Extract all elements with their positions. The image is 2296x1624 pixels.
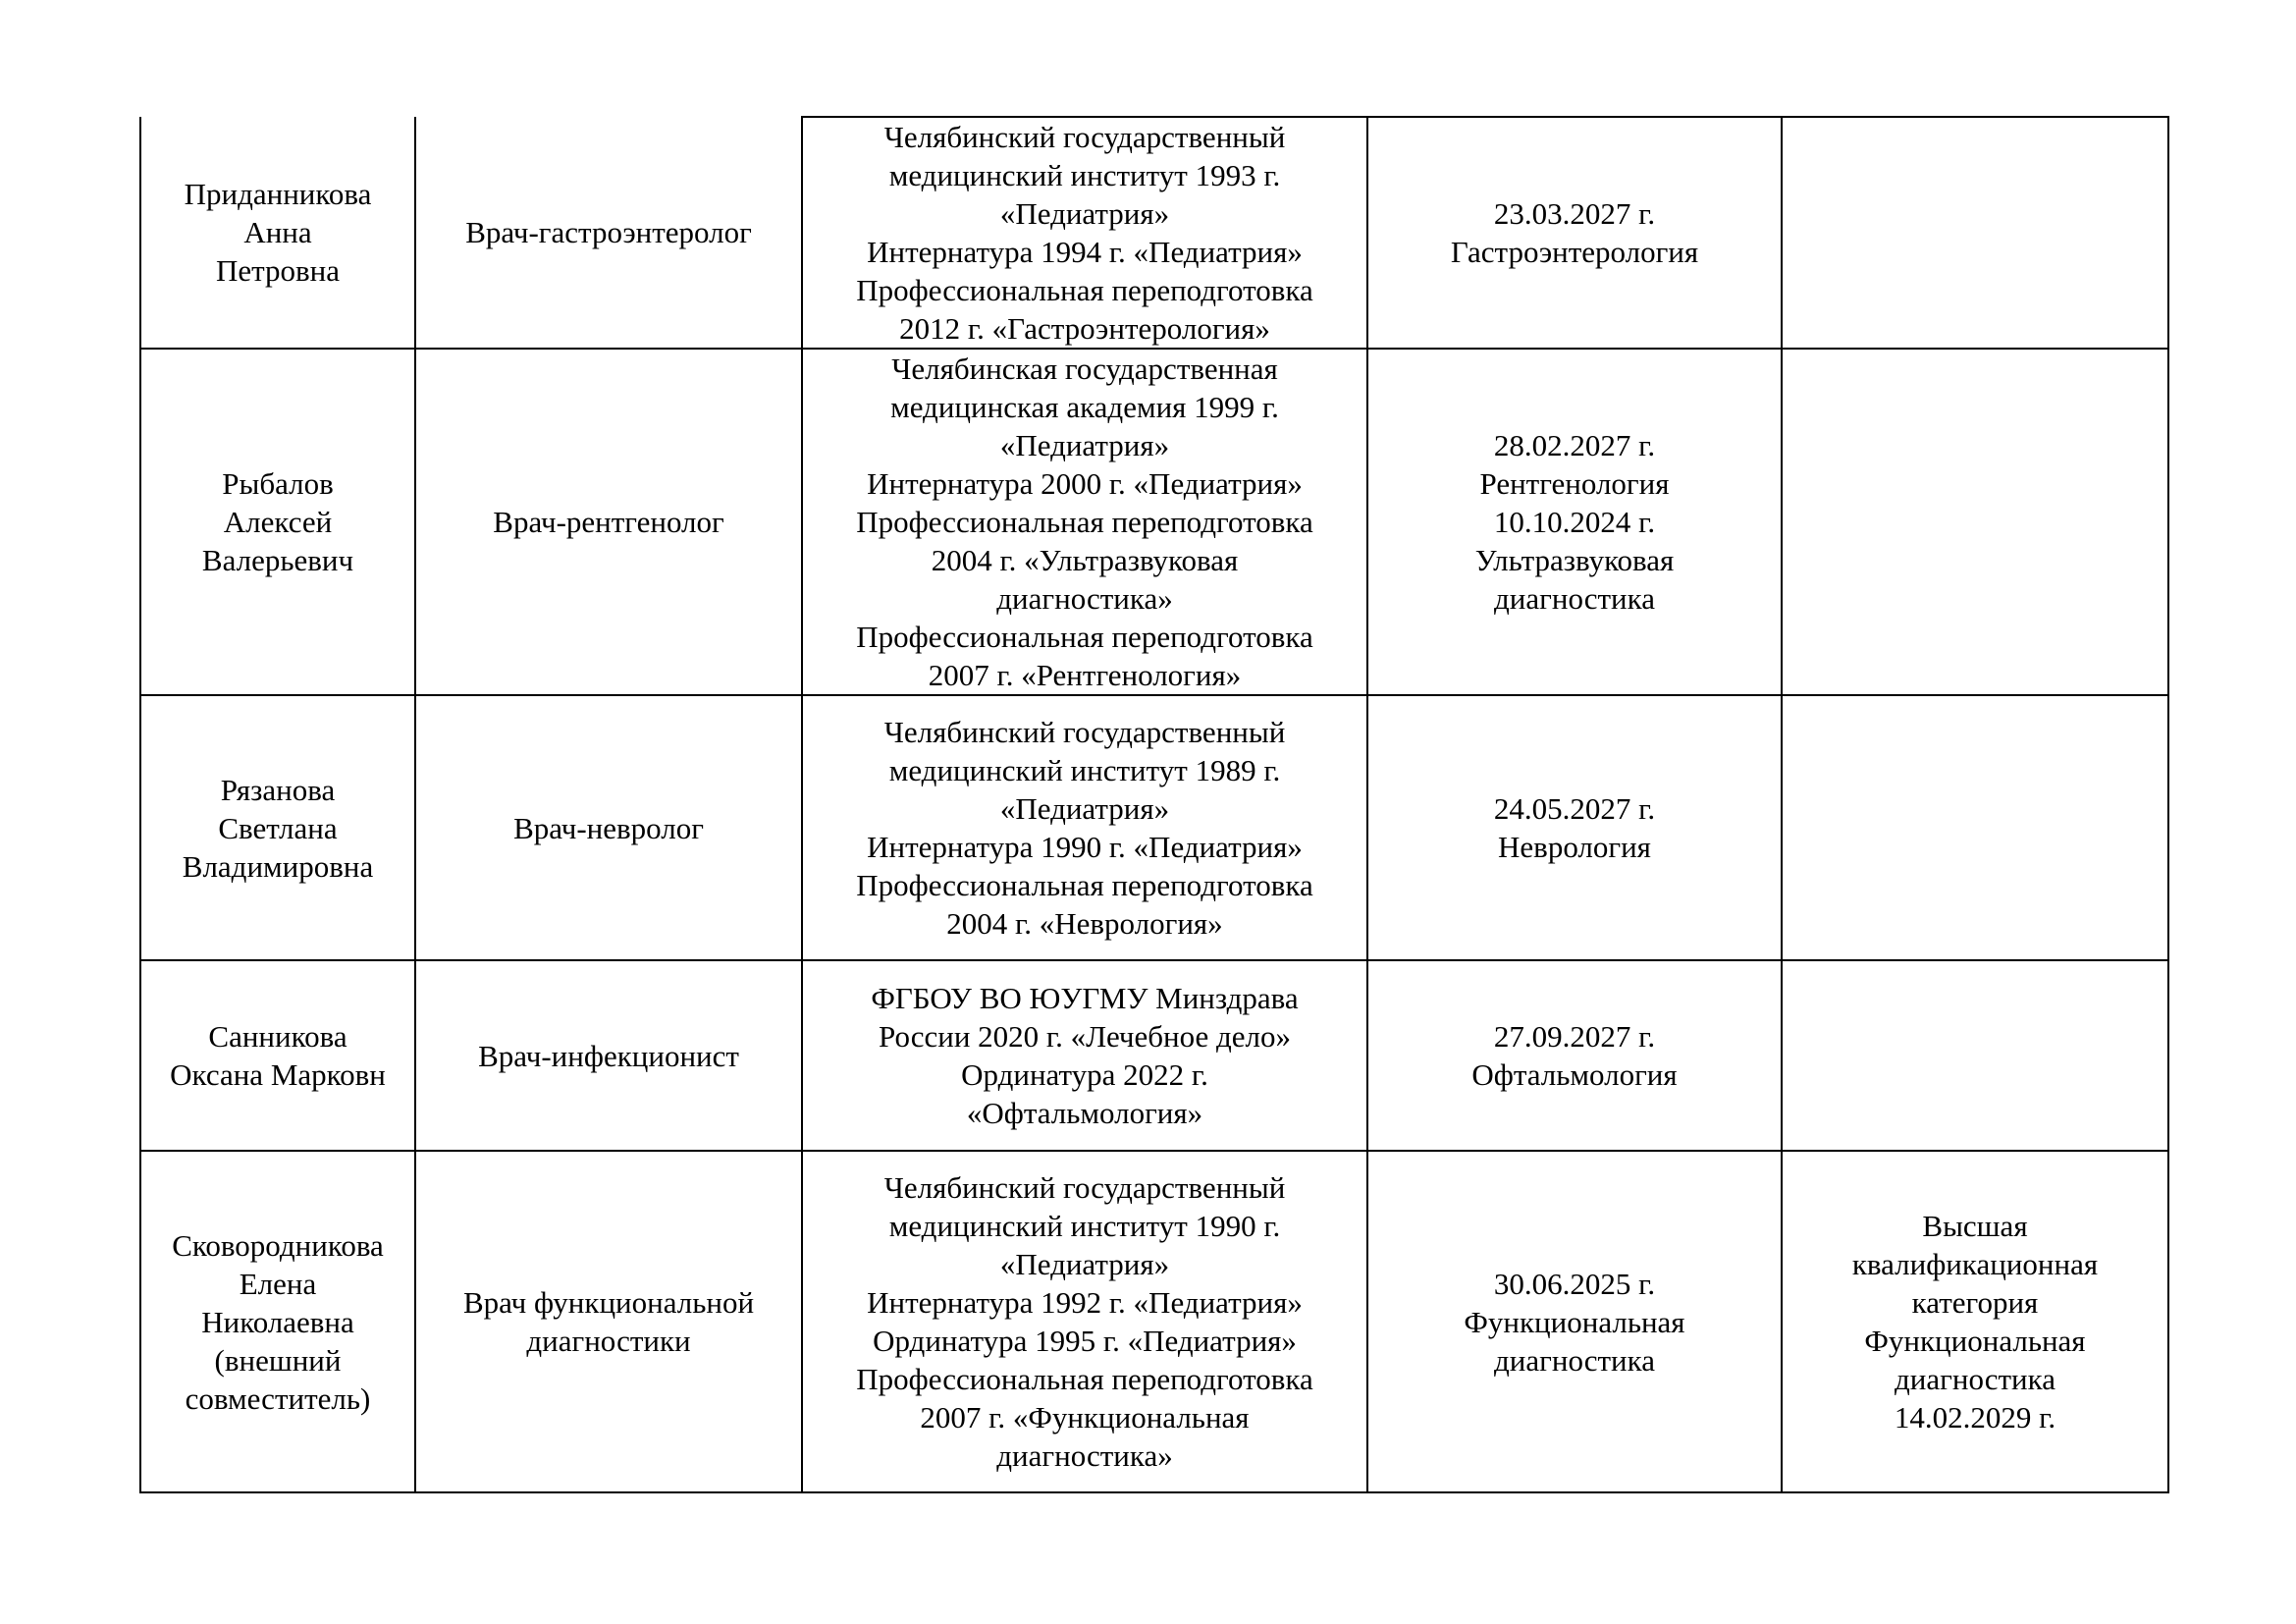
staff-education-cell [802, 695, 1367, 960]
staff-education-line: «Офтальмология» [966, 1096, 1203, 1130]
staff-position-cell [415, 960, 802, 1151]
staff-position-cell [415, 695, 802, 960]
staff-education-line: 2004 г. «Неврология» [946, 906, 1223, 941]
staff-education-line: 2007 г. «Рентгенология» [928, 658, 1242, 692]
staff-name-line: Сковородникова [172, 1227, 384, 1263]
staff-position-line: Врач-рентгенолог [493, 505, 724, 539]
staff-name-line: Рыбалов [222, 466, 334, 501]
staff-certificate-line: Ультразвуковая [1474, 543, 1675, 577]
staff-name-line: (внешний [214, 1342, 342, 1378]
staff-name-line: совместитель) [185, 1380, 371, 1416]
staff-education-line: Челябинский государственный [883, 715, 1286, 749]
staff-certificate-line: 23.03.2027 г. [1493, 196, 1656, 231]
table-row [140, 117, 2168, 349]
staff-category-line: Высшая [1922, 1209, 2028, 1243]
staff-education-line: диагностика» [996, 1438, 1173, 1473]
staff-name-cell [140, 1151, 415, 1492]
staff-position-cell [415, 1151, 802, 1492]
staff-education-line: Челябинская государственная [891, 352, 1278, 386]
staff-category-cell [1782, 117, 2168, 349]
staff-education-line: медицинский институт 1989 г. [888, 753, 1281, 787]
staff-name-line: Рязанова [220, 772, 336, 807]
staff-name-cell [140, 960, 415, 1151]
staff-category-cell [1782, 1151, 2168, 1492]
staff-position-line: диагностики [526, 1324, 691, 1358]
staff-education-line: Ординатура 1995 г. «Педиатрия» [873, 1324, 1297, 1358]
table-row [140, 349, 2168, 695]
staff-category-cell [1782, 695, 2168, 960]
staff-certificate-line: 28.02.2027 г. [1493, 428, 1656, 462]
staff-name-line: Светлана [218, 810, 338, 845]
staff-education-cell [802, 960, 1367, 1151]
staff-name-cell [140, 349, 415, 695]
staff-certificate-line: Функциональная [1464, 1304, 1685, 1339]
staff-education-line: Профессиональная переподготовка [856, 868, 1313, 902]
staff-education-line: России 2020 г. «Лечебное дело» [878, 1019, 1292, 1054]
staff-certificate-line: 30.06.2025 г. [1493, 1266, 1656, 1301]
staff-name-line: Владимировна [182, 848, 374, 884]
table-row [140, 960, 2168, 1151]
staff-education-line: медицинский институт 1990 г. [888, 1209, 1281, 1243]
staff-name-line: Валерьевич [201, 543, 354, 577]
staff-name-line: Приданникова [184, 177, 372, 211]
staff-position-cell [415, 117, 802, 349]
staff-certificate-cell [1367, 349, 1782, 695]
staff-certificate-line: 24.05.2027 г. [1493, 791, 1656, 826]
staff-category-line: квалификационная [1851, 1247, 2099, 1281]
staff-education-line: «Педиатрия» [999, 791, 1170, 826]
staff-certificate-cell [1367, 695, 1782, 960]
staff-name-line: Николаевна [201, 1304, 354, 1339]
staff-certificate-line: 10.10.2024 г. [1493, 505, 1656, 539]
staff-certificate-line: Неврология [1498, 830, 1651, 864]
staff-education-line: «Педиатрия» [999, 196, 1170, 231]
staff-position-line: Врач-гастроэнтеролог [465, 215, 752, 249]
staff-category-cell [1782, 349, 2168, 695]
staff-category-line: категория [1911, 1285, 2039, 1320]
staff-education-line: Интернатура 1990 г. «Педиатрия» [867, 830, 1303, 864]
staff-position-line: Врач-инфекционист [478, 1038, 739, 1073]
staff-certificate-line: диагностика [1494, 581, 1655, 616]
staff-education-line: медицинская академия 1999 г. [890, 390, 1279, 424]
staff-name-line: Оксана Марковн [170, 1057, 386, 1092]
staff-certificate-cell [1367, 117, 1782, 349]
staff-name-cell [140, 117, 415, 349]
table-row [140, 695, 2168, 960]
staff-education-line: Профессиональная переподготовка [856, 1362, 1313, 1396]
staff-certificate-cell [1367, 1151, 1782, 1492]
staff-education-line: «Педиатрия» [999, 1247, 1170, 1281]
staff-name-line: Елена [239, 1266, 317, 1301]
staff-category-line: 14.02.2029 г. [1894, 1400, 2056, 1435]
staff-education-line: Профессиональная переподготовка [856, 505, 1313, 539]
staff-certificate-line: Рентгенология [1479, 466, 1670, 501]
staff-education-line: 2004 г. «Ультразвуковая [931, 543, 1239, 577]
staff-name-line: Петровна [215, 253, 341, 288]
staff-certificate-line: 27.09.2027 г. [1493, 1019, 1656, 1054]
staff-education-line: Профессиональная переподготовка [856, 620, 1313, 654]
staff-position-line: Врач-невролог [513, 810, 704, 845]
staff-education-line: «Педиатрия» [999, 428, 1170, 462]
staff-table [139, 116, 2169, 1493]
staff-position-cell [415, 349, 802, 695]
staff-name-line: Анна [243, 215, 312, 249]
staff-education-line: 2012 г. «Гастроэнтерология» [899, 311, 1270, 346]
staff-education-line: Интернатура 1994 г. «Педиатрия» [867, 235, 1303, 269]
staff-certificate-line: диагностика [1494, 1342, 1655, 1378]
staff-education-line: медицинский институт 1993 г. [888, 158, 1281, 192]
staff-education-line: Челябинский государственный [883, 120, 1286, 154]
staff-name-cell [140, 695, 415, 960]
staff-name-line: Алексей [223, 505, 333, 539]
staff-category-line: Функциональная [1864, 1324, 2086, 1358]
staff-certificate-cell [1367, 960, 1782, 1151]
staff-table-body [140, 117, 2168, 1492]
staff-education-line: диагностика» [996, 581, 1173, 616]
staff-education-cell [802, 349, 1367, 695]
staff-education-line: 2007 г. «Функциональная [920, 1400, 1250, 1435]
staff-education-line: Ординатура 2022 г. [961, 1057, 1208, 1092]
staff-education-line: ФГБОУ ВО ЮУГМУ Минздрава [871, 981, 1299, 1015]
staff-education-cell [802, 117, 1367, 349]
staff-certificate-line: Офтальмология [1471, 1057, 1678, 1092]
staff-education-cell [802, 1151, 1367, 1492]
staff-education-line: Интернатура 1992 г. «Педиатрия» [867, 1285, 1303, 1320]
staff-education-line: Челябинский государственный [883, 1170, 1286, 1205]
staff-position-line: Врач функциональной [462, 1285, 755, 1320]
staff-category-line: диагностика [1895, 1362, 2056, 1396]
staff-name-line: Санникова [208, 1019, 347, 1054]
staff-certificate-line: Гастроэнтерология [1450, 235, 1699, 269]
staff-education-line: Профессиональная переподготовка [856, 273, 1313, 307]
table-row [140, 1151, 2168, 1492]
staff-education-line: Интернатура 2000 г. «Педиатрия» [867, 466, 1303, 501]
staff-category-cell [1782, 960, 2168, 1151]
